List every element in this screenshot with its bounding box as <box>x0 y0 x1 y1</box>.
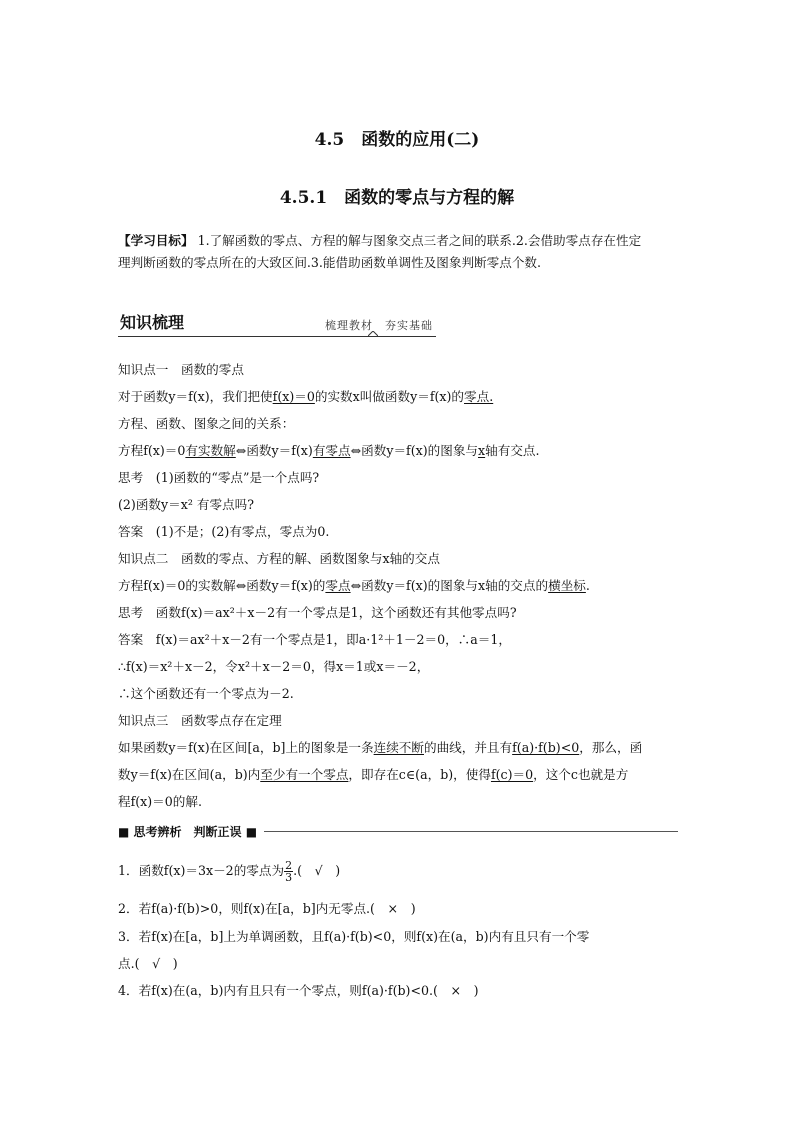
judge-title: ■ 思考辨析 判断正误 ■ <box>118 825 258 839</box>
judge-divider <box>118 823 678 839</box>
blank-answer: 连续不断 <box>373 740 424 755</box>
kp3-line-3: 程f(x)＝0的解. <box>118 794 202 809</box>
section-title: 4.5.1 函数的零点与方程的解 <box>279 188 515 208</box>
kp3-line-1: 如果函数y＝f(x)在区间[a，b]上的图象是一条连续不断的曲线，并且有f(a)·f(b)<0，那么，函 <box>118 740 643 755</box>
rule-notch-icon <box>368 331 378 337</box>
blank-answer: 零点 <box>325 578 351 593</box>
judge-q2: 2．若f(a)·f(b)>0，则f(x)在[a，b]内无零点.( × ) <box>118 901 416 916</box>
fraction: $\frac{2}{3}$ <box>285 859 293 884</box>
blank-answer: f(a)·f(b)<0 <box>512 740 580 755</box>
kp1-relation-label: 方程、函数、图象之间的关系： <box>118 416 295 431</box>
section-header-subtitle: 梳理教材 夯实基础 <box>325 319 433 332</box>
blank-answer: 零点. <box>464 389 494 404</box>
kp2-answer-1: 答案 f(x)＝ax²＋x－2有一个零点是1，即a·1²＋1－2＝0，∴a＝1， <box>118 632 511 647</box>
goals-line-1: 1.了解函数的零点、方程的解与图象交点三者之间的联系.2.会借助零点存在性定 <box>193 233 642 248</box>
kp1-heading: 知识点一 函数的零点 <box>118 362 244 377</box>
blank-answer: f(c)＝0 <box>490 767 534 782</box>
kp2-answer-2: ∴f(x)＝x²＋x－2，令x²＋x－2＝0，得x＝1或x＝－2， <box>118 659 430 674</box>
blank-answer: 有零点 <box>312 443 351 458</box>
section-header-rule <box>118 336 436 337</box>
judge-q3-line-2: 点.( √ ) <box>118 956 178 971</box>
goals-line-2: 理判断函数的零点所在的大致区间.3.能借助函数单调性及图象判断零点个数. <box>118 255 542 270</box>
kp1-think-2: (2)函数y＝x² 有零点吗? <box>118 497 255 512</box>
section-header-title: 知识梳理 <box>120 313 185 332</box>
kp3-line-2: 数y＝f(x)在区间(a，b)内至少有一个零点，即存在c∈(a，b)，使得f(c)＝0，这个c也就是方 <box>118 767 629 782</box>
kp2-heading: 知识点二 函数的零点、方程的解、函数图象与x轴的交点 <box>118 551 440 566</box>
page-title: 4.5 函数的应用(二) <box>314 130 480 150</box>
blank-answer: 横坐标 <box>548 578 586 593</box>
judge-q3-line-1: 3．若f(x)在[a，b]上为单调函数，且f(a)·f(b)<0，则f(x)在(a，b)内有且只有一个零 <box>118 929 590 944</box>
kp2-equivalence: 方程f(x)＝0的实数解⇔函数y＝f(x)的零点⇔函数y＝f(x)的图象与x轴的交点的横坐标. <box>118 578 590 593</box>
blank-answer: 有实数解 <box>185 443 236 458</box>
blank-answer: x <box>478 443 486 458</box>
kp2-answer-3: ∴这个函数还有一个零点为－2. <box>118 686 294 701</box>
blank-answer: f(x)＝0 <box>272 389 315 404</box>
kp1-answer: 答案 (1)不是；(2)有零点，零点为0. <box>118 524 330 539</box>
kp1-think-1: 思考 (1)函数的“零点”是一个点吗? <box>118 470 320 485</box>
judge-rule <box>264 831 678 832</box>
goals-tag: 【学习目标】 <box>118 233 194 248</box>
judge-q4: 4．若f(x)在(a，b)内有且只有一个零点，则f(a)·f(b)<0.( × ) <box>118 983 479 998</box>
kp1-equivalence: 方程f(x)＝0有实数解⇔函数y＝f(x)有零点⇔函数y＝f(x)的图象与x轴有交点. <box>118 443 540 458</box>
section-header <box>118 308 436 338</box>
kp3-heading: 知识点三 函数零点存在定理 <box>118 713 282 728</box>
blank-answer: 至少有一个零点 <box>260 767 349 782</box>
kp2-think: 思考 函数f(x)＝ax²＋x－2有一个零点是1，这个函数还有其他零点吗? <box>118 605 517 620</box>
learning-goals <box>118 232 678 272</box>
kp1-definition: 对于函数y＝f(x)，我们把使f(x)＝0的实数x叫做函数y＝f(x)的零点. <box>118 389 494 404</box>
judge-q1: 1．函数f(x)＝3x－2的零点为 $\frac{2}{3}$ .( √ ) <box>118 859 341 884</box>
